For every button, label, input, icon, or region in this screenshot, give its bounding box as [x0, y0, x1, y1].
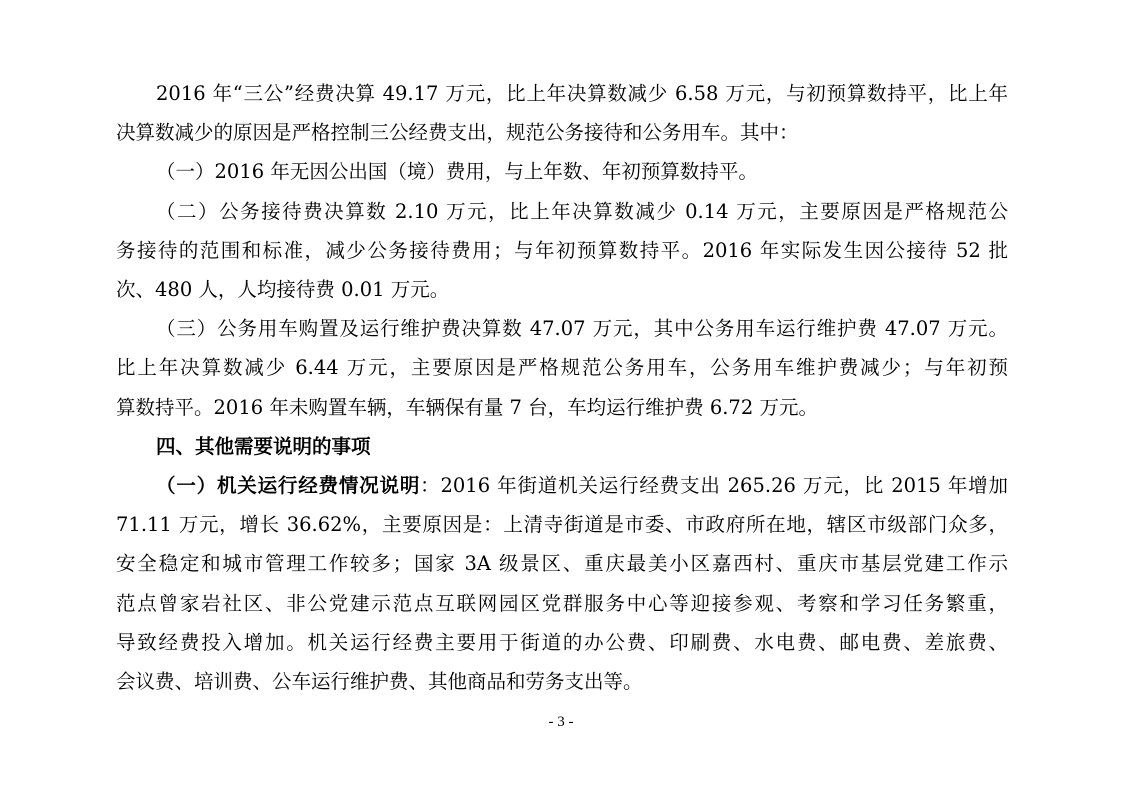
paragraph-line: 次、480 人，人均接待费 0.01 万元。 [116, 278, 450, 301]
paragraph-line: 导致经费投入增加。机关运行经费主要用于街道的办公费、印刷费、水电费、邮电费、差旅费、 [116, 630, 1008, 654]
paragraph-line: 比上年决算数减少 6.44 万元，主要原因是严格规范公务用车，公务用车维护费减少；与年初预 [116, 356, 1008, 380]
subsection-heading: （一）机关运行经费情况说明 [156, 474, 421, 497]
paragraph-line: （二）公务接待费决算数 2.10 万元，比上年决算数减少 0.14 万元，主要原因是严格规范公 [156, 199, 1008, 223]
paragraph-line: 安全稳定和城市管理工作较多；国家 3A 级景区、重庆最美小区嘉西村、重庆市基层党建工作示 [116, 552, 1008, 576]
paragraph-line: 2016 年“三公”经费决算 49.17 万元，比上年决算数减少 6.58 万元，与初预算数持平，比上年 [156, 82, 1008, 105]
page-number: - 3 - [548, 714, 574, 730]
paragraph-line: 71.11 万元，增长 36.62%，主要原因是：上清寺街道是市委、市政府所在地，辖区市级部门众多， [116, 513, 1008, 537]
paragraph-line: 会议费、培训费、公车运行维护费、其他商品和劳务支出等。 [116, 670, 643, 693]
paragraph-line: 务接待的范围和标准，减少公务接待费用；与年初预算数持平。2016 年实际发生因公接待 52 批 [116, 238, 1008, 262]
paragraph-line: 决算数减少的原因是严格控制三公经费支出，规范公务接待和公务用车。其中： [116, 121, 799, 145]
section-heading: 四、其他需要说明的事项 [156, 434, 371, 458]
paragraph-line: 范点曾家岩社区、非公党建示范点互联网园区党群服务中心等迎接参观、考察和学习任务繁重， [116, 591, 1008, 615]
paragraph-line [156, 476, 1008, 496]
paragraph-line: （一）2016 年无因公出国（境）费用，与上年数、年初预算数持平。 [156, 160, 758, 184]
paragraph-text: ：2016 年街道机关运行经费支出 265.26 万元，比 2015 年增加 [420, 474, 1008, 497]
paragraph-line: （三）公务用车购置及运行维护费决算数 47.07 万元，其中公务用车运行维护费 47.07 万元。 [156, 317, 1008, 341]
paragraph-line: 算数持平。2016 年未购置车辆，车辆保有量 7 台，车均运行维护费 6.72 万元。 [116, 395, 818, 419]
